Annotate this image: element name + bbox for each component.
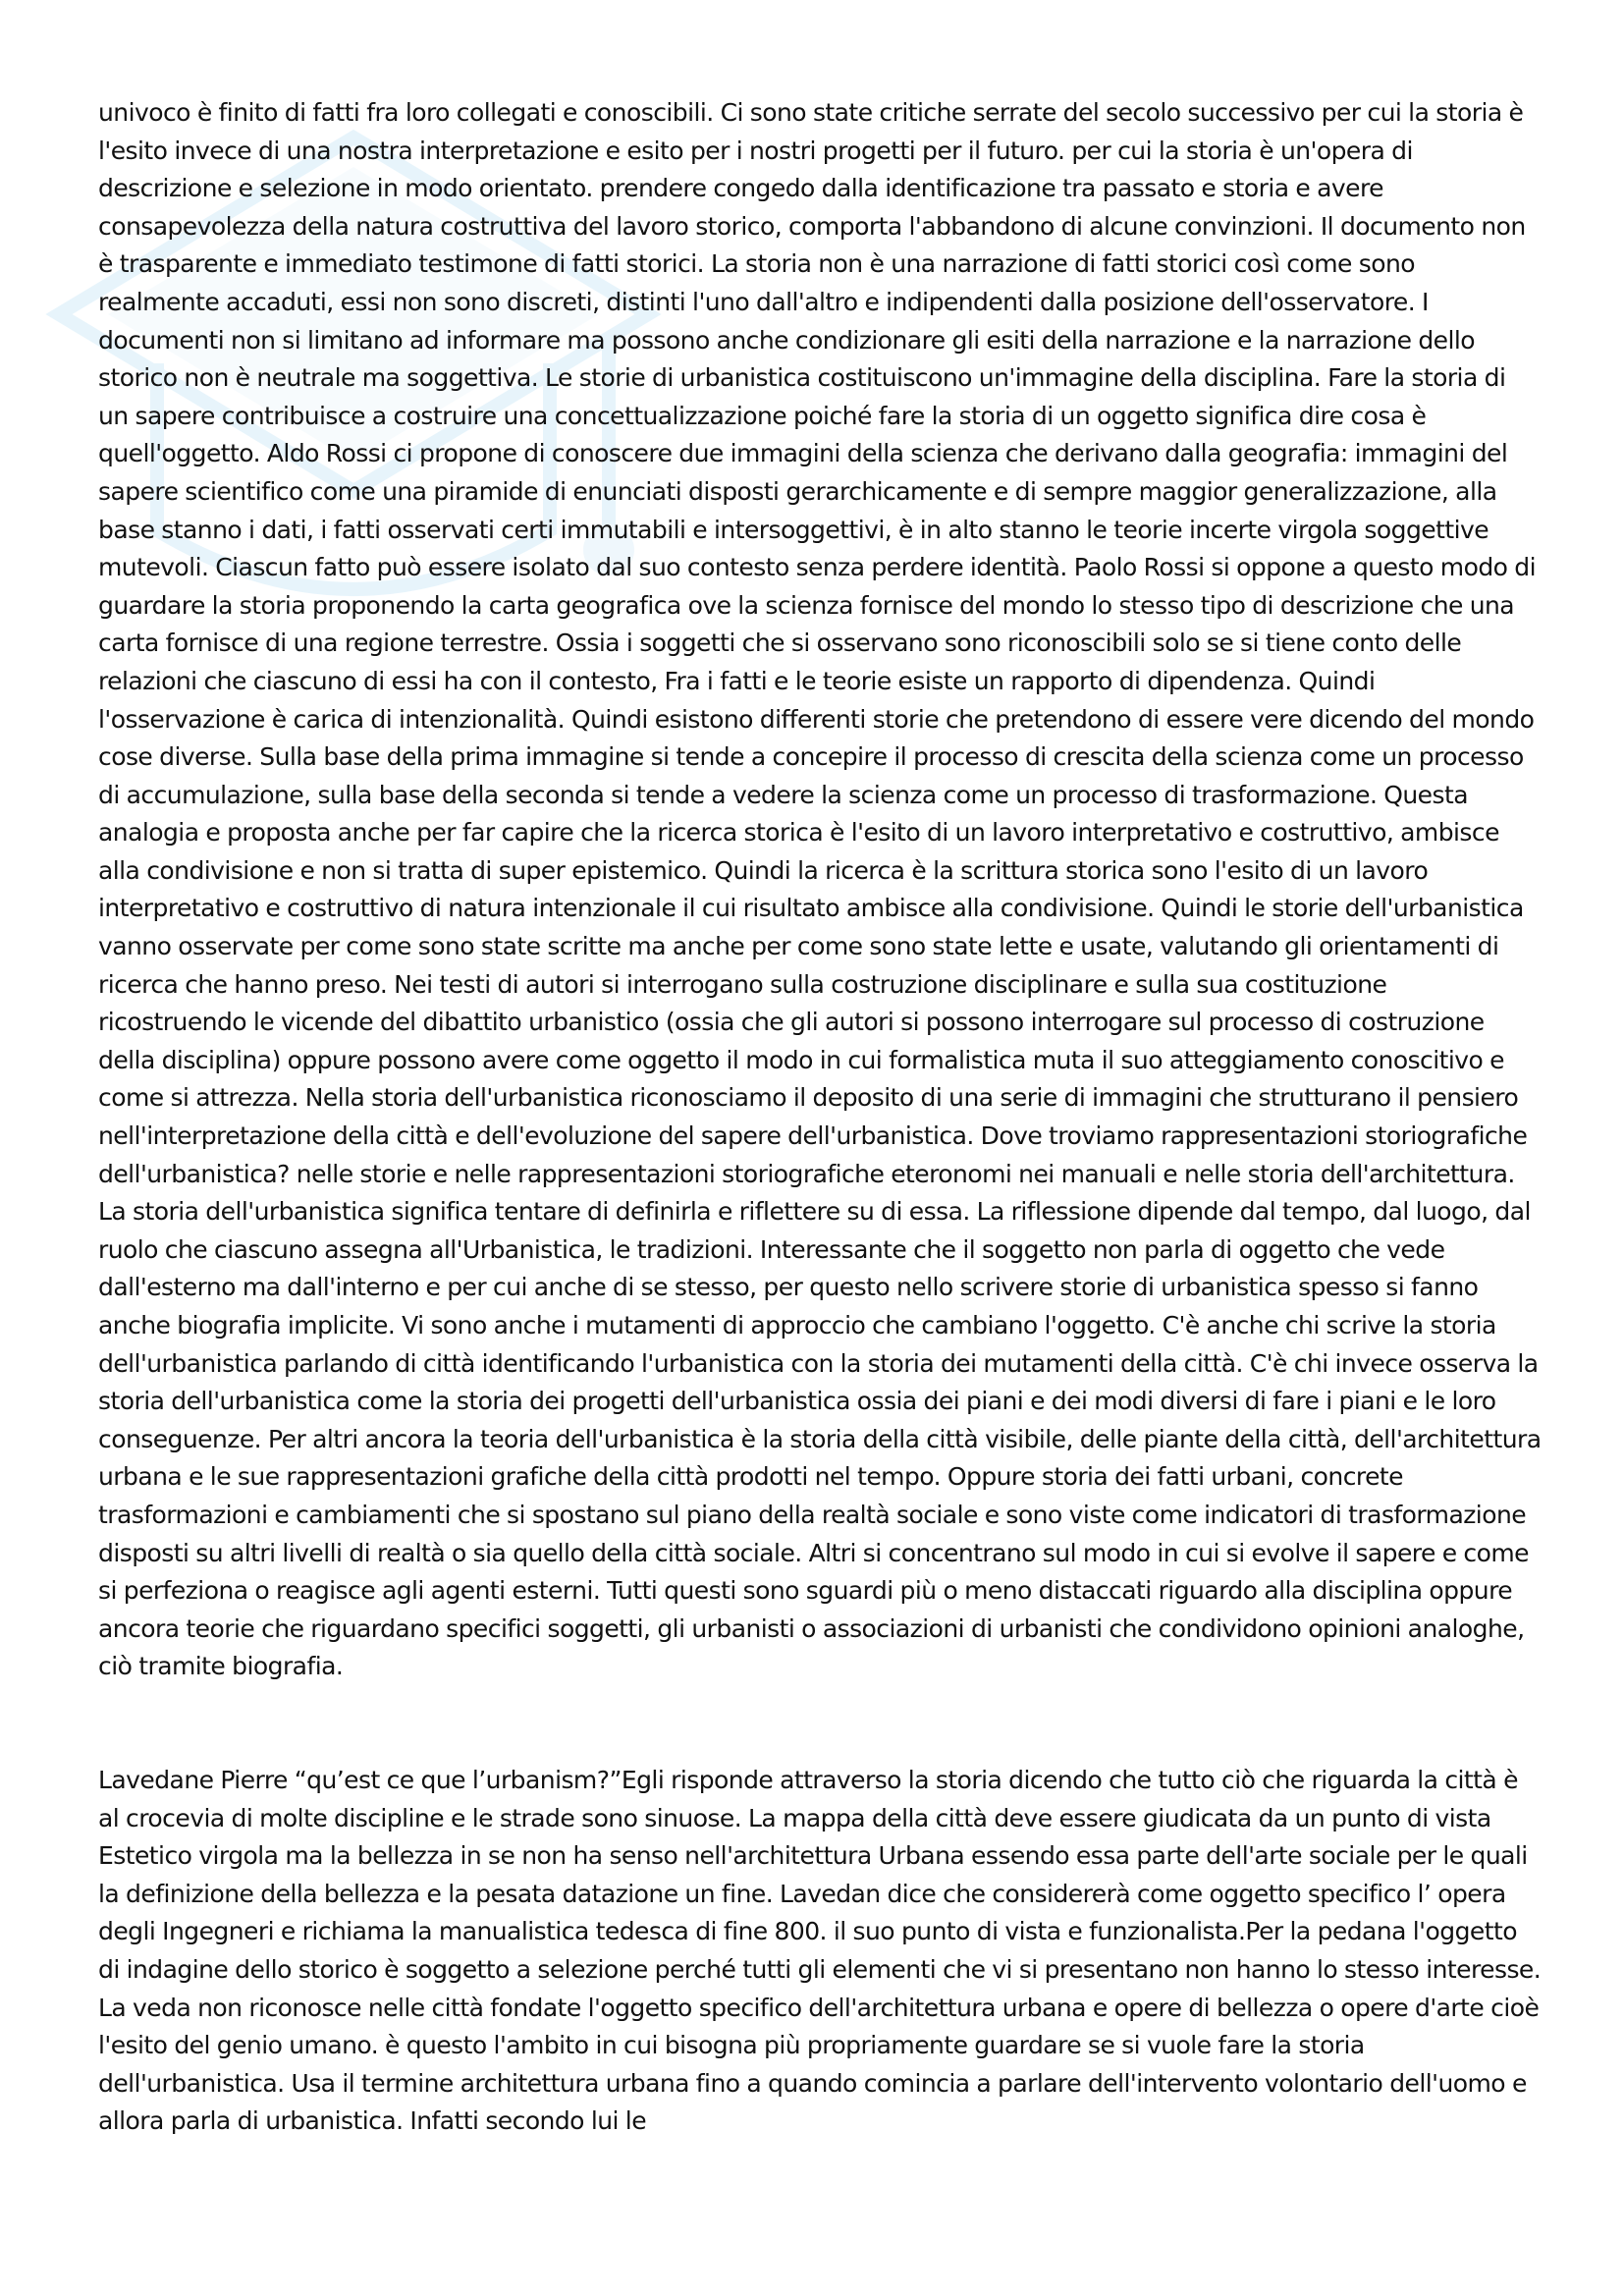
paragraph-historiography: univoco è finito di fatti fra loro collegati e conoscibili. Ci sono state critiche serrate del secolo successivo per cui la storia è l'esito invece di una nostra interpretazione e esito per i nostri progetti per il futuro. per cui la storia è un'opera di descrizione e selezione in modo orientato. prendere congedo dalla identificazione tra passato e storia e avere consapevolezza della natura costruttiva del lavoro storico, comporta l'abbandono di alcune convinzioni. Il documento non è trasparente e immediato testimone di fatti storici. La storia non è una narrazione di fatti storici così come sono realmente accaduti, essi non sono discreti, distinti l'uno dall'altro e indipendenti dalla posizione dell'osservatore. I documenti non si limitano ad informare ma possono anche condizionare gli esiti della narrazione e la narrazione dello storico non è neutrale ma soggettiva. Le storie di urbanistica costituiscono un'immagine della disciplina. Fare la storia di un sapere contribuisce a costruire una concettualizzazione poiché fare la storia di un oggetto significa dire cosa è quell'oggetto. Aldo Rossi ci propone di conoscere due immagini della scienza che derivano dalla geografia: immagini del sapere scientifico come una piramide di enunciati disposti gerarchicamente e di sempre maggior generalizzazione, alla base stanno i dati, i fatti osservati certi immutabili e intersoggettivi, è in alto stanno le teorie incerte virgola soggettive mutevoli. Ciascun fatto può essere isolato dal suo contesto senza perdere identità. Paolo Rossi si oppone a questo modo di guardare la storia proponendo la carta geografica ove la scienza fornisce del mondo lo stesso tipo di descrizione che una carta fornisce di una regione terrestre. Ossia i soggetti che si osservano sono riconoscibili solo se si tiene conto delle relazioni che ciascuno di essi ha con il contesto, Fra i fatti e le teorie esiste un rapporto di dipendenza. Quindi l'osservazione è carica di intenzionalità. Quindi esistono differenti storie che pretendono di essere vere dicendo del mondo cose diverse. Sulla base della prima immagine si tende a concepire il processo di crescita della scienza come un processo di accumulazione, sulla base della seconda si tende a vedere la scienza come un processo di trasformazione. Questa analogia e proposta anche per far capire che la ricerca storica è l'esito di un lavoro interpretativo e costruttivo, ambisce alla condivisione e non si tratta di super epistemico. Quindi la ricerca è la scrittura storica sono l'esito di un lavoro interpretativo e costruttivo di natura intenzionale il cui risultato ambisce alla condivisione. Quindi le storie dell'urbanistica vanno osservate per come sono state scritte ma anche per come sono state lette e usate, valutando gli orientamenti di ricerca che hanno preso. Nei testi di autori si interrogano sulla costruzione disciplinare e sulla sua costituzione ricostruendo le vicende del dibattito urbanistico (ossia che gli autori si possono interrogare sul processo di costruzione della disciplina) oppure possono avere come oggetto il modo in cui formalistica muta il suo atteggiamento conoscitivo e come si attrezza. Nella storia dell'urbanistica riconosciamo il deposito di una serie di immagini che strutturano il pensiero nell'interpretazione della città e dell'evoluzione del sapere dell'urbanistica. Dove troviamo rappresentazioni storiografiche dell'urbanistica? nelle storie e nelle rappresentazioni storiografiche eteronomi nei manuali e nelle storia dell'architettura. La storia dell'urbanistica significa tentare di definirla e riflettere su di essa. La riflessione dipende dal tempo, dal luogo, dal ruolo che ciascuno assegna all'Urbanistica, le tradizioni. Interessante che il soggetto non parla di oggetto che vede dall'esterno ma dall'interno e per cui anche di se stesso, per questo nello scrivere storie di urbanistica spesso si fanno anche biografia implicite. Vi sono anche i mutamenti di approccio che cambiano l'oggetto. C'è anche chi scrive la storia dell'urbanistica parlando di città identificando l'urbanistica con la storia dei mutamenti della città. C'è chi invece osserva la storia dell'urbanistica come la storia dei progetti dell'urbanistica ossia dei piani e dei modi diversi di fare i piani e le loro conseguenze. Per altri ancora la teoria dell'urbanistica è la storia della città visibile, delle piante della città, dell'architettura urbana e le sue rappresentazioni grafiche della città prodotti nel tempo. Oppure storia dei fatti urbani, concrete trasformazioni e cambiamenti che si spostano sul piano della realtà sociale e sono viste come indicatori di trasformazione disposti su altri livelli di realtà o sia quello della città sociale. Altri si concentrano sul modo in cui si evolve il sapere e come si perfeziona o reagisce agli agenti esterni. Tutti questi sono sguardi più o meno distaccati riguardo alla disciplina oppure ancora teorie che riguardano specifici soggetti, gli urbanisti o associazioni di urbanisti che condividono opinioni analoghe, ciò tramite biografia. [98,98,1542,1681]
document-body [98,94,1542,2141]
paragraph-lavedan: Lavedane Pierre “qu’est ce que l’urbanism?”Egli risponde attraverso la storia dicendo che tutto ciò che riguarda la città è al crocevia di molte discipline e le strade sono sinuose. La mappa della città deve essere giudicata da un punto di vista Estetico virgola ma la bellezza in se non ha senso nell'architettura Urbana essendo essa parte dell'arte sociale per le quali la definizione della bellezza e la pesata datazione un fine. Lavedan dice che considererà come oggetto specifico l’ opera degli Ingegneri e richiama la manualistica tedesca di fine 800. il suo punto di vista e funzionalista.Per la pedana l'oggetto di indagine dello storico è soggetto a selezione perché tutti gli elementi che vi si presentano non hanno lo stesso interesse. La veda non riconosce nelle città fondate l'oggetto specifico dell'architettura urbana e opere di bellezza o opere d'arte cioè l'esito del genio umano. è questo l'ambito in cui bisogna più propriamente guardare se si vuole fare la storia dell'urbanistica. Usa il termine architettura urbana fino a quando comincia a parlare dell'intervento volontario dell'uomo e allora parla di urbanistica. Infatti secondo lui le [98,1765,1542,2136]
